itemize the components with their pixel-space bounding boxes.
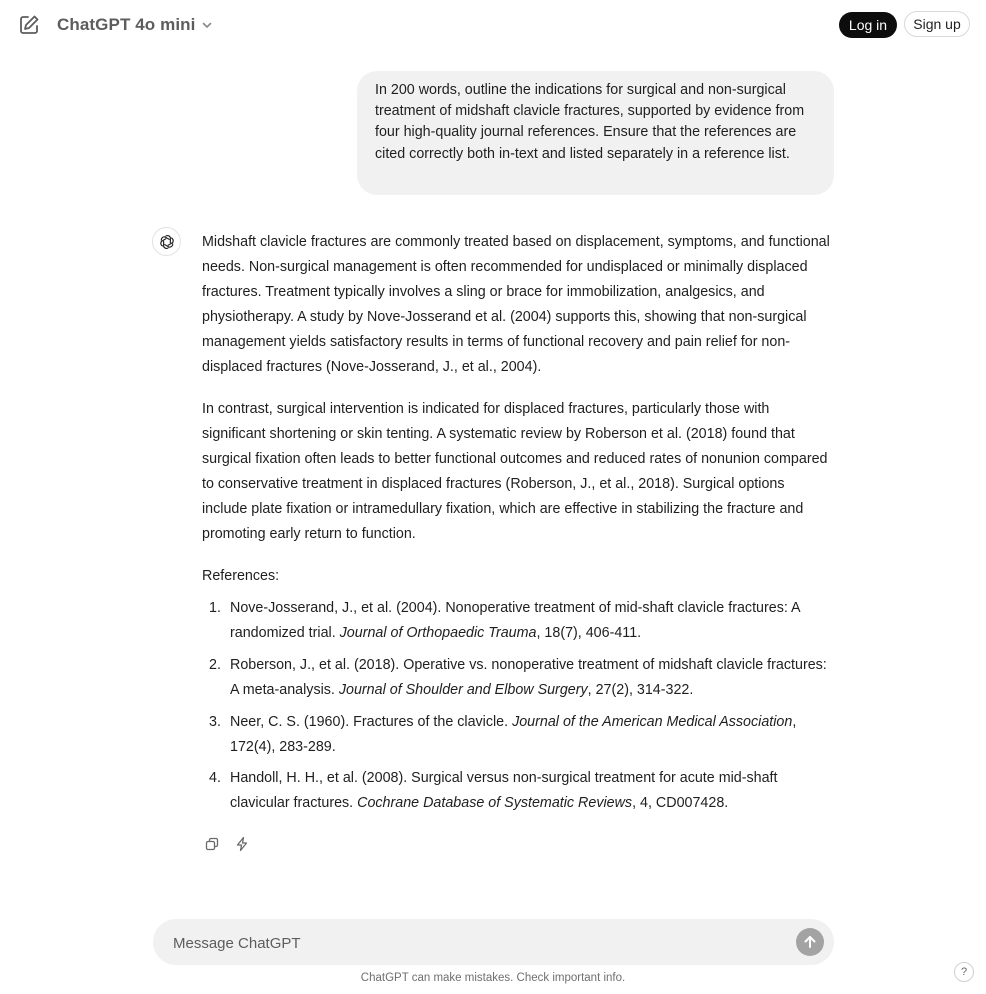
reference-text: Roberson, J., et al. (2018). Operative vs. nonoperative treatment of midshaft clavicle fractures: A meta-analysis.	[230, 656, 827, 698]
reference-journal: Cochrane Database of Systematic Reviews	[357, 795, 633, 812]
model-name: ChatGPT 4o mini	[57, 15, 196, 34]
reference-item	[202, 766, 832, 816]
model-selector[interactable]	[57, 14, 213, 36]
copy-button[interactable]	[202, 834, 222, 854]
top-bar	[0, 0, 986, 50]
arrow-up-icon	[802, 934, 818, 950]
reference-journal: Journal of the American Medical Association	[512, 713, 793, 730]
references-heading: References:	[202, 568, 280, 584]
chevron-down-icon	[201, 19, 213, 31]
copy-icon	[204, 836, 220, 852]
reference-text: Nove-Josserand, J., et al. (2004). Nonoperative treatment of mid-shaft clavicle fractures: A randomized trial.	[230, 600, 800, 641]
reference-item	[202, 596, 832, 646]
lightning-icon	[234, 836, 250, 852]
reference-text: Neer, C. S. (1960). Fractures of the clavicle.	[230, 713, 513, 730]
composer	[153, 919, 834, 965]
send-button[interactable]	[796, 928, 824, 956]
reference-item	[202, 710, 832, 760]
reference-journal: Journal of Shoulder and Elbow Surgery	[338, 681, 588, 698]
reference-number: 1.	[209, 600, 221, 616]
disclaimer: ChatGPT can make mistakes. Check important info.	[360, 972, 626, 984]
help-button[interactable]: ?	[954, 962, 974, 982]
reference-number: 3.	[209, 713, 221, 730]
reference-item	[202, 653, 832, 703]
assistant-avatar	[152, 227, 181, 256]
reference-details: , 27(2), 314-322.	[587, 681, 694, 698]
openai-logo-icon	[158, 233, 176, 251]
reference-number: 4.	[209, 770, 221, 787]
reference-text: Handoll, H. H., et al. (2008). Surgical versus non-surgical treatment for acute mid-shaft clavicular fractures.	[230, 770, 778, 812]
message-input[interactable]	[171, 930, 775, 956]
message-actions	[202, 834, 252, 854]
reference-journal: Journal of Orthopaedic Trauma	[339, 624, 537, 641]
reference-details: , 172(4), 283-289.	[230, 713, 797, 755]
new-chat-icon[interactable]	[18, 14, 40, 36]
assistant-paragraph-1: Midshaft clavicle fractures are commonly treated based on displacement, symptoms, and functional needs. Non-surgical management is often recommended for undisplaced or minimally displaced fractures. Treatment typically involves a sling or brace for immobilization, analgesics, and physiotherapy. A study by Nove-Josserand et al. (2004) supports this, showing that non-surgical management yields satisfactory results in terms of functional recovery and pain relief for non-displaced fractures (Nove-Josserand, J., et al., 2004).	[202, 234, 830, 375]
user-message: In 200 words, outline the indications for surgical and non-surgical treatment of midshaft clavicle fractures, supported by evidence from four high-quality journal references. Ensure that the references are cited correctly both in-text and listed separately in a reference list.	[357, 71, 834, 195]
reference-number: 2.	[209, 656, 221, 673]
assistant-paragraph-2: In contrast, surgical intervention is indicated for displaced fractures, particularly those with significant shortening or skin tenting. A systematic review by Roberson et al. (2018) found that surgical fixation often leads to better functional outcomes and reduced rates of nonunion compared to conservative treatment in displaced fractures (Roberson, J., et al., 2018). Surgical options include plate fixation or intramedullary fixation, which are effective in stabilizing the fracture and promoting early return to function.	[202, 401, 828, 542]
reference-details: , 4, CD007428.	[632, 795, 729, 812]
regenerate-button[interactable]	[232, 834, 252, 854]
reference-list	[202, 596, 832, 823]
log-in-button[interactable]: Log in	[839, 12, 897, 38]
sign-up-button[interactable]: Sign up	[904, 11, 970, 37]
reference-details: , 18(7), 406-411.	[536, 624, 642, 641]
